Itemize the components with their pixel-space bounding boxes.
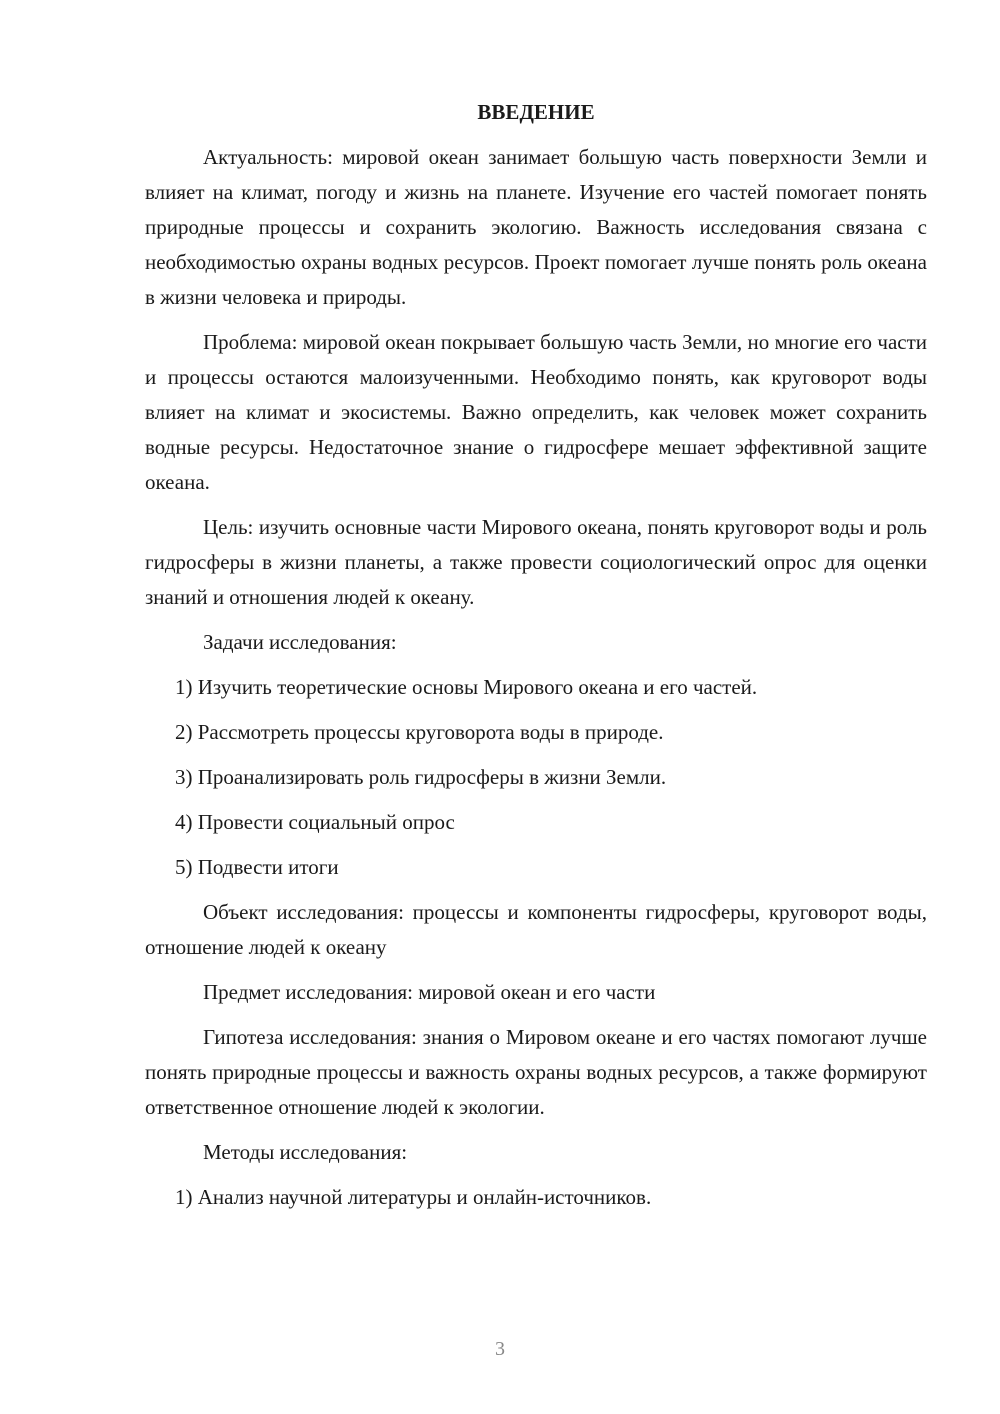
hypothesis-paragraph: Гипотеза исследования: знания о Мировом океане и его частях помогают лучше понять природные процессы и важность охраны водных ресурсов, а также формируют ответственное отношение людей к экологии.: [145, 1025, 927, 1119]
methods-heading: Методы исследования:: [203, 1140, 408, 1164]
object-paragraph: Объект исследования: процессы и компоненты гидросферы, круговорот воды, отношение людей к океану: [145, 900, 927, 959]
problem-paragraph: Проблема: мировой океан покрывает большую часть Земли, но многие его части и процессы остаются малоизученными. Необходимо понять, как круговорот воды влияет на климат и экосистемы. Важно определить, как человек может сохранить водные ресурсы. Недостаточное знание о гидросфере мешает эффективной защите океана.: [145, 330, 927, 494]
task-item: 3) Проанализировать роль гидросферы в жизни Земли.: [175, 765, 667, 789]
task-item: 4) Провести социальный опрос: [175, 810, 455, 834]
section-title: ВВЕДЕНИЕ: [477, 100, 595, 124]
relevance-paragraph: Актуальность: мировой океан занимает большую часть поверхности Земли и влияет на климат, погоду и жизнь на планете. Изучение его частей помогает понять природные процессы и сохранить экологию. Важность исследования связана с необходимостью охраны водных ресурсов. Проект помогает лучше понять роль океана в жизни человека и природы.: [145, 145, 927, 309]
subject-paragraph: Предмет исследования: мировой океан и его части: [203, 980, 656, 1004]
page-number: 3: [495, 1338, 505, 1360]
task-item: 2) Рассмотреть процессы круговорота воды в природе.: [175, 720, 664, 744]
goal-paragraph: Цель: изучить основные части Мирового океана, понять круговорот воды и роль гидросферы в жизни планеты, а также провести социологический опрос для оценки знаний и отношения людей к океану.: [145, 515, 927, 609]
tasks-heading: Задачи исследования:: [203, 630, 397, 654]
task-item: 1) Изучить теоретические основы Мирового океана и его частей.: [175, 675, 758, 699]
task-item: 5) Подвести итоги: [175, 855, 339, 879]
method-item: 1) Анализ научной литературы и онлайн-источников.: [175, 1185, 652, 1209]
